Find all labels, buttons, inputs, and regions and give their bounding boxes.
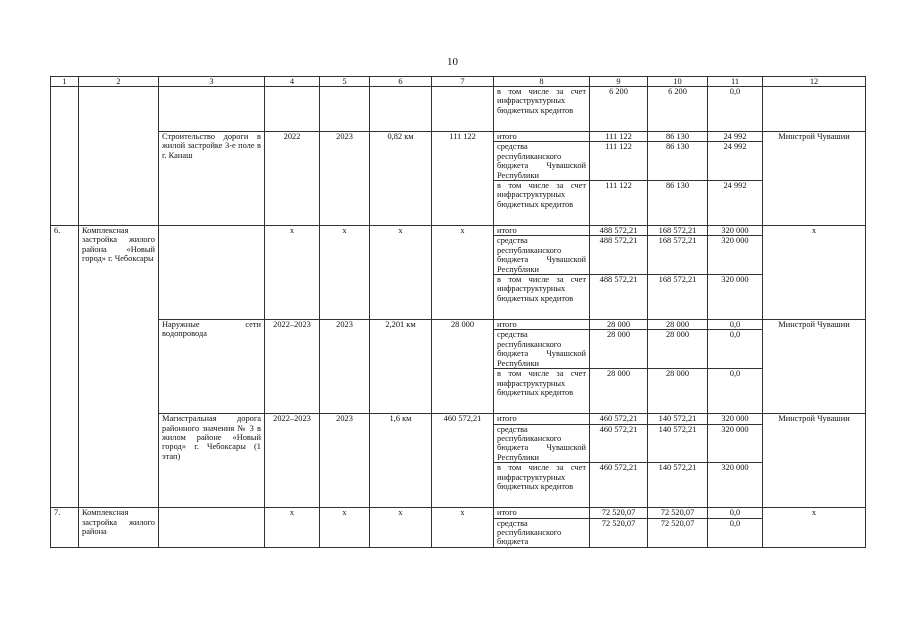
cell-start: х (265, 508, 320, 548)
cell-year2: 320 000 (708, 414, 763, 424)
cell-capacity: 0,82 км (370, 132, 432, 226)
program-table (50, 76, 866, 548)
cell-year2: 320 000 (708, 226, 763, 236)
page-number: 10 (447, 56, 458, 68)
cell-year2: 0,0 (708, 369, 763, 414)
cell-cost (432, 87, 494, 132)
header-cell: 2 (79, 77, 159, 87)
cell-year1: 168 572,21 (648, 275, 708, 320)
cell-year1: 168 572,21 (648, 236, 708, 275)
header-cell: 1 (51, 77, 79, 87)
cell-number (51, 87, 79, 226)
cell-total: 28 000 (590, 320, 648, 330)
cell-source: средства республиканского бюджета (494, 518, 590, 547)
cell-agency (763, 87, 866, 132)
cell-year2: 24 992 (708, 142, 763, 181)
table-row (51, 414, 866, 424)
cell-source: итого (494, 414, 590, 424)
cell-cost: 28 000 (432, 320, 494, 414)
cell-year1: 28 000 (648, 330, 708, 369)
cell-year1: 72 520,07 (648, 518, 708, 547)
cell-subobject: Наружные сети водопровода (159, 320, 265, 414)
cell-capacity: 2,201 км (370, 320, 432, 414)
table-row (51, 132, 866, 142)
cell-year2: 0,0 (708, 320, 763, 330)
header-cell: 8 (494, 77, 590, 87)
header-cell: 12 (763, 77, 866, 87)
cell-year1: 140 572,21 (648, 424, 708, 463)
header-cell: 3 (159, 77, 265, 87)
cell-subobject (159, 87, 265, 132)
cell-source: средства республиканского бюджета Чувашской Республики (494, 236, 590, 275)
cell-year1: 6 200 (648, 87, 708, 132)
cell-total: 111 122 (590, 142, 648, 181)
cell-year1: 28 000 (648, 369, 708, 414)
cell-year2: 0,0 (708, 87, 763, 132)
cell-source: в том числе за счет инфраструктурных бюджетных кредитов (494, 181, 590, 226)
header-cell: 11 (708, 77, 763, 87)
cell-year2: 0,0 (708, 518, 763, 547)
cell-year1: 86 130 (648, 142, 708, 181)
table-row (51, 508, 866, 518)
cell-end: 2023 (320, 320, 370, 414)
cell-capacity: х (370, 508, 432, 548)
cell-source: средства республиканского бюджета Чувашской Республики (494, 142, 590, 181)
cell-end (320, 87, 370, 132)
cell-year2: 320 000 (708, 236, 763, 275)
cell-capacity: 1,6 км (370, 414, 432, 508)
cell-subobject: Строительство дороги в жилой застройке 3-е поле в г. Канаш (159, 132, 265, 226)
cell-source: итого (494, 132, 590, 142)
cell-source: итого (494, 508, 590, 518)
cell-year2: 24 992 (708, 181, 763, 226)
cell-capacity: х (370, 226, 432, 320)
cell-agency: х (763, 226, 866, 320)
cell-start (265, 87, 320, 132)
cell-start: 2022 (265, 132, 320, 226)
cell-object (79, 87, 159, 226)
header-cell: 6 (370, 77, 432, 87)
cell-total: 460 572,21 (590, 463, 648, 508)
cell-year1: 86 130 (648, 132, 708, 142)
cell-year2: 320 000 (708, 463, 763, 508)
header-cell: 4 (265, 77, 320, 87)
cell-source: итого (494, 226, 590, 236)
cell-total: 488 572,21 (590, 236, 648, 275)
cell-source: в том числе за счет инфраструктурных бюджетных кредитов (494, 87, 590, 132)
cell-total: 72 520,07 (590, 518, 648, 547)
column-number-row (51, 77, 866, 87)
header-cell: 5 (320, 77, 370, 87)
cell-total: 460 572,21 (590, 414, 648, 424)
cell-cost: х (432, 508, 494, 548)
cell-cost: 460 572,21 (432, 414, 494, 508)
cell-agency: Минстрой Чувашии (763, 132, 866, 226)
cell-total: 28 000 (590, 330, 648, 369)
header-cell: 9 (590, 77, 648, 87)
table-row (51, 320, 866, 330)
header-cell: 10 (648, 77, 708, 87)
cell-start: х (265, 226, 320, 320)
cell-end: х (320, 508, 370, 548)
cell-total: 488 572,21 (590, 226, 648, 236)
header-cell: 7 (432, 77, 494, 87)
cell-year1: 140 572,21 (648, 414, 708, 424)
cell-year1: 72 520,07 (648, 508, 708, 518)
cell-object: Комплексная застройка жилого района (79, 508, 159, 548)
cell-number: 7. (51, 508, 79, 548)
cell-year1: 168 572,21 (648, 226, 708, 236)
cell-year1: 140 572,21 (648, 463, 708, 508)
cell-end: 2023 (320, 414, 370, 508)
cell-total: 6 200 (590, 87, 648, 132)
table-row (51, 226, 866, 236)
table-row (51, 87, 866, 132)
cell-year2: 0,0 (708, 330, 763, 369)
cell-year2: 0,0 (708, 508, 763, 518)
cell-source: в том числе за счет инфраструктурных бюджетных кредитов (494, 369, 590, 414)
cell-object: Комплексная застройка жилого района «Новый город» г. Чебоксары (79, 226, 159, 508)
cell-source: средства республиканского бюджета Чувашской Республики (494, 330, 590, 369)
cell-source: средства республиканского бюджета Чувашской Республики (494, 424, 590, 463)
cell-start: 2022–2023 (265, 414, 320, 508)
cell-subobject (159, 226, 265, 320)
cell-total: 111 122 (590, 181, 648, 226)
cell-total: 460 572,21 (590, 424, 648, 463)
cell-cost: х (432, 226, 494, 320)
cell-source: итого (494, 320, 590, 330)
cell-year2: 320 000 (708, 424, 763, 463)
cell-capacity (370, 87, 432, 132)
cell-source: в том числе за счет инфраструктурных бюджетных кредитов (494, 463, 590, 508)
cell-year1: 28 000 (648, 320, 708, 330)
cell-total: 488 572,21 (590, 275, 648, 320)
cell-subobject: Магистральная дорога районного значения № 3 в жилом районе «Новый город» г. Чебоксары (1 этап) (159, 414, 265, 508)
cell-source: в том числе за счет инфраструктурных бюджетных кредитов (494, 275, 590, 320)
cell-year2: 320 000 (708, 275, 763, 320)
cell-year2: 24 992 (708, 132, 763, 142)
cell-agency: Минстрой Чувашии (763, 320, 866, 414)
cell-number: 6. (51, 226, 79, 508)
cell-total: 111 122 (590, 132, 648, 142)
cell-end: 2023 (320, 132, 370, 226)
cell-agency: Минстрой Чувашии (763, 414, 866, 508)
cell-start: 2022–2023 (265, 320, 320, 414)
cell-end: х (320, 226, 370, 320)
cell-year1: 86 130 (648, 181, 708, 226)
cell-total: 72 520,07 (590, 508, 648, 518)
cell-subobject (159, 508, 265, 548)
cell-agency: х (763, 508, 866, 548)
cell-cost: 111 122 (432, 132, 494, 226)
cell-total: 28 000 (590, 369, 648, 414)
